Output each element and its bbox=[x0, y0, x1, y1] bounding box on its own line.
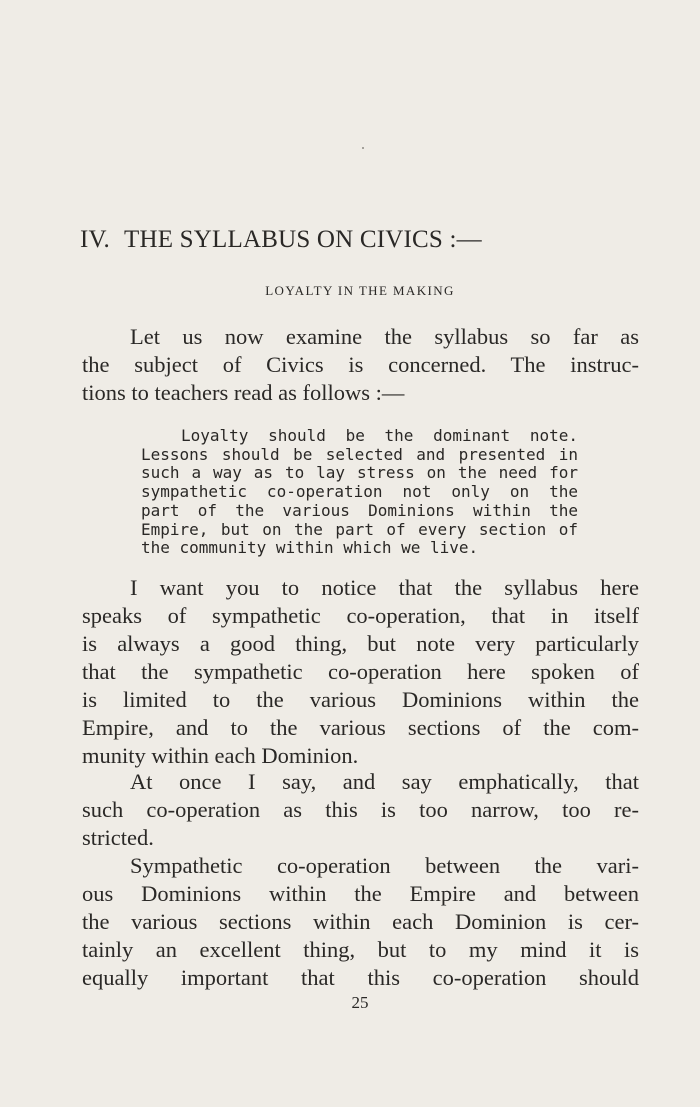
page-number: 25 bbox=[351, 993, 369, 1012]
section-subheading: LOYALTY IN THE MAKING bbox=[265, 283, 455, 298]
paper-speck bbox=[362, 147, 364, 149]
text-line: munity within each Dominion. bbox=[82, 743, 359, 768]
text-line: tainly an excellent thing, but to my mind it is bbox=[82, 937, 639, 962]
text-line: the various sections within each Dominion is cer- bbox=[82, 909, 639, 934]
quote-line: the community within which we live. bbox=[141, 538, 479, 558]
paragraph-1 bbox=[82, 323, 639, 407]
text-line: is limited to the various Dominions within the bbox=[82, 687, 639, 712]
text-line: stricted. bbox=[82, 825, 154, 850]
text-line: that the sympathetic co-operation here spoken of bbox=[82, 659, 639, 684]
text-line: such co-operation as this is too narrow, too re- bbox=[82, 797, 639, 822]
text-line: equally important that this co-operation should bbox=[82, 965, 639, 990]
paragraph-2 bbox=[82, 574, 639, 770]
text-line: speaks of sympathetic co-operation, that in itself bbox=[82, 603, 639, 628]
chapter-heading bbox=[80, 226, 482, 254]
chapter-title: THE SYLLABUS ON CIVICS :— bbox=[124, 226, 482, 253]
text-line: I want you to notice that the syllabus here bbox=[130, 575, 639, 600]
quote-line: sympathetic co-operation not only on the bbox=[141, 482, 578, 502]
text-line: Let us now examine the syllabus so far as bbox=[130, 324, 639, 349]
paragraph-3 bbox=[82, 768, 639, 852]
quote-line: such a way as to lay stress on the need for bbox=[141, 463, 578, 483]
quote-line: Empire, but on the part of every section of bbox=[141, 519, 578, 539]
text-line: At once I say, and say emphatically, that bbox=[130, 769, 639, 794]
text-line: tions to teachers read as follows :— bbox=[82, 380, 405, 405]
text-line: the subject of Civics is concerned. The instruc- bbox=[82, 352, 639, 377]
paragraph-4 bbox=[82, 852, 639, 992]
text-line: Sympathetic co-operation between the vari- bbox=[130, 853, 639, 878]
text-line: is always a good thing, but note very particularly bbox=[82, 631, 639, 656]
quote-line: Loyalty should be the dominant note. bbox=[181, 426, 578, 445]
text-line: ous Dominions within the Empire and between bbox=[82, 881, 639, 906]
syllabus-quote bbox=[141, 427, 578, 558]
chapter-numeral: IV. bbox=[80, 226, 111, 253]
quote-line: part of the various Dominions within the bbox=[141, 500, 578, 520]
text-line: Empire, and to the various sections of the com- bbox=[82, 715, 639, 740]
quote-line: Lessons should be selected and presented in bbox=[141, 444, 578, 464]
